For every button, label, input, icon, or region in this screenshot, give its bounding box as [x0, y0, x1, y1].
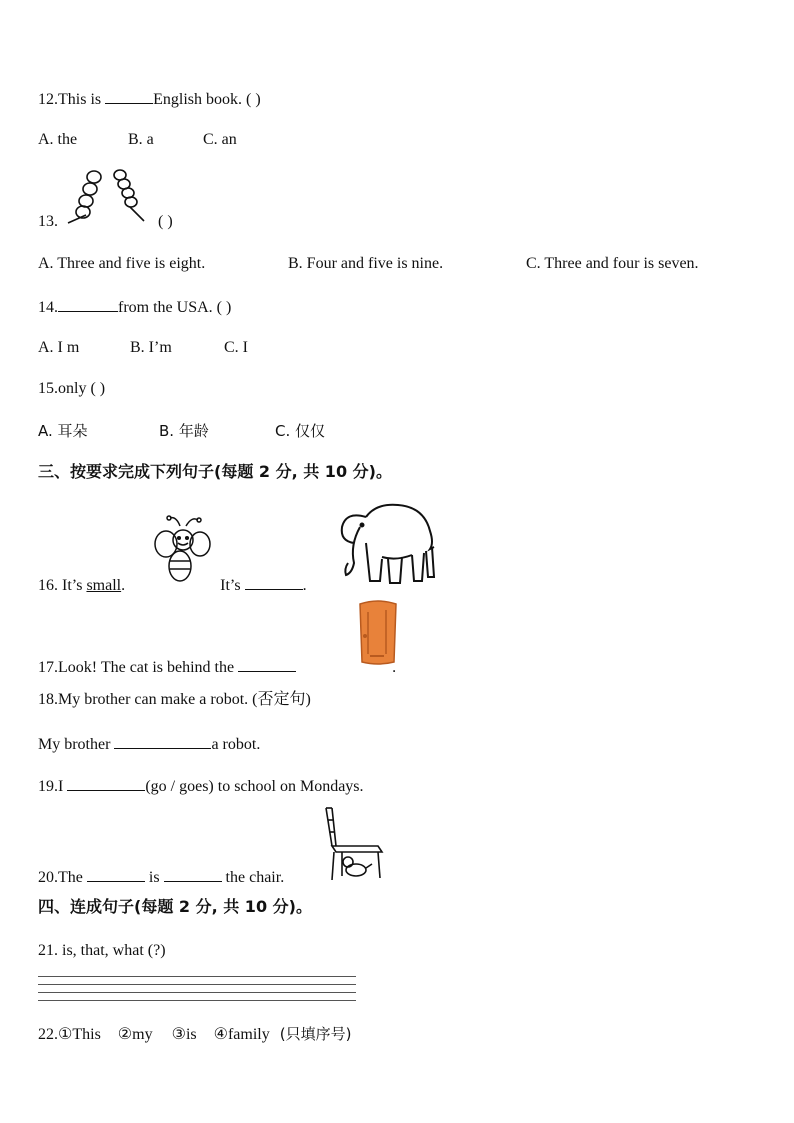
- option-b[interactable]: B. Four and five is nine.: [288, 255, 444, 272]
- question-number: 18.: [38, 691, 58, 708]
- answer-blank[interactable]: [238, 656, 296, 672]
- chair-dog-picture: [320, 806, 384, 882]
- question-number: 17.: [38, 659, 58, 676]
- word-4: ④family: [213, 1026, 270, 1043]
- section-3-title: 三、按要求完成下列句子(每题 2 分, 共 10 分)。: [38, 462, 392, 481]
- section-4-title: 四、连成句子(每题 2 分, 共 10 分)。: [38, 897, 312, 916]
- question-number: 21.: [38, 942, 62, 959]
- word-2: ②my: [117, 1026, 153, 1043]
- q14-options: [38, 338, 248, 358]
- q18-answer-line: My brother a robot.: [38, 733, 260, 755]
- answer-blank[interactable]: [105, 88, 153, 104]
- q12-stem: 12.This is English book. ( ): [38, 88, 261, 110]
- answer-blank[interactable]: [58, 296, 118, 312]
- word-1: ①This: [58, 1026, 101, 1043]
- q13-options: [38, 254, 699, 274]
- underlined-word: small: [86, 577, 122, 594]
- option-a[interactable]: A. Three and five is eight.: [38, 255, 206, 272]
- q21-stem: 21. is, that, what (?): [38, 942, 166, 959]
- question-number: 13.: [38, 213, 58, 230]
- option-b[interactable]: B. a: [128, 131, 154, 148]
- question-number: 22.: [38, 1026, 58, 1043]
- option-b[interactable]: B. I’m: [130, 339, 172, 356]
- q14-stem: 14. from the USA. ( ): [38, 296, 231, 318]
- answer-blank[interactable]: [87, 866, 145, 882]
- option-a[interactable]: A. I m: [38, 339, 80, 356]
- option-c[interactable]: C. I: [224, 339, 248, 356]
- q17-stem: 17.Look! The cat is behind the .: [38, 656, 396, 678]
- question-number: 19.: [38, 778, 58, 795]
- question-number: 15.: [38, 380, 58, 397]
- q12-options: [38, 130, 237, 150]
- instruction-note: (只填序号): [279, 1025, 352, 1043]
- question-number: 20.: [38, 869, 58, 886]
- option-a[interactable]: A. the: [38, 131, 78, 148]
- q19-stem: 19.I (go / goes) to school on Mondays.: [38, 775, 364, 797]
- option-b[interactable]: B. 年龄: [159, 422, 209, 440]
- q20-stem: 20.The is the chair.: [38, 866, 284, 888]
- answer-blank[interactable]: [245, 574, 303, 590]
- writing-lines[interactable]: [38, 976, 356, 1008]
- q13-stem: 13. ( ): [38, 213, 173, 230]
- answer-blank[interactable]: [67, 775, 145, 791]
- q16-stem: 16. It’s small. It’s .: [38, 574, 307, 596]
- q18-stem: 18.My brother can make a robot. (否定句): [38, 691, 311, 708]
- answer-blank[interactable]: [164, 866, 222, 882]
- option-c[interactable]: C. an: [203, 131, 237, 148]
- q15-stem: 15.only ( ): [38, 380, 106, 397]
- q22-stem: [38, 1024, 351, 1045]
- option-c[interactable]: C. Three and four is seven.: [526, 255, 699, 272]
- question-number: 14.: [38, 299, 58, 316]
- option-c[interactable]: C. 仅仅: [275, 422, 326, 440]
- answer-blank[interactable]: [114, 733, 211, 749]
- elephant-picture: [336, 497, 438, 587]
- question-number: 16.: [38, 577, 62, 594]
- q15-options: [38, 421, 325, 441]
- question-number: 12.: [38, 91, 58, 108]
- option-a[interactable]: A. 耳朵: [38, 422, 88, 440]
- word-3: ③is: [171, 1026, 197, 1043]
